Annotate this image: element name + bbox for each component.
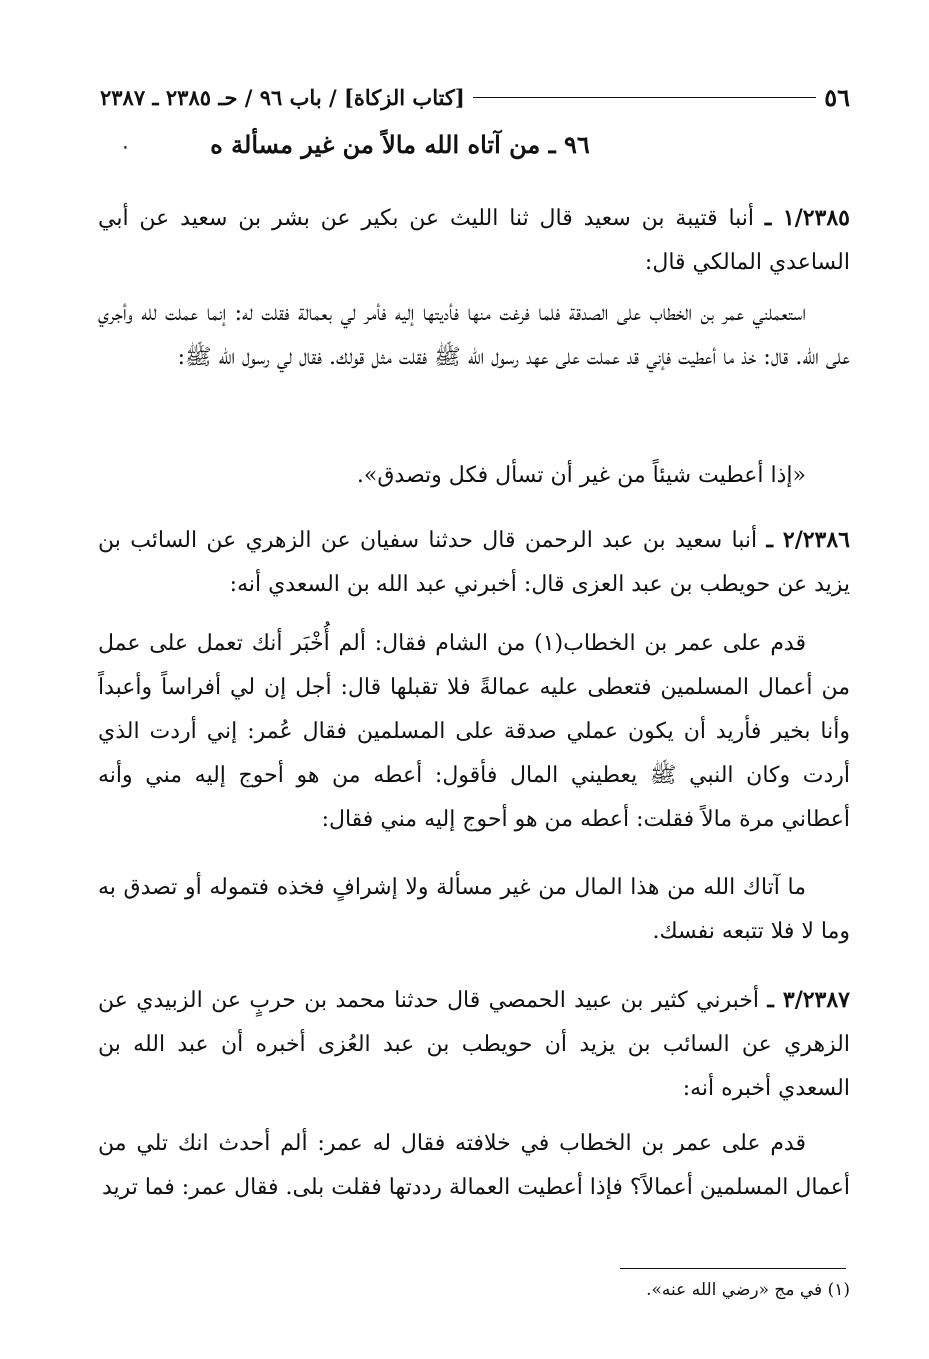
hadith-3-number: ٣/٢٣٨٧ ـ bbox=[767, 987, 850, 1013]
hadith-2-matn: قدم على عمر بن الخطاب(١) من الشام فقال: ألم أُخْبَر أنك تعمل على عمل من أعمال المسلمين فتعطى عليه عمالةً فلا تقبلها قال: أجل إن لي أفراساً وأعبداً وأنا بخير فأريد أن يكون عملي صدقة على المسلمين فقال عُمر: إني أردت الذي أردت وكان النبي ﷺ يعطيني المال فأقول: أعطه من هو أحوج إليه مني وأنه أعطاني مرة مالاً فقلت: أعطه من هو أحوج إليه مني فقال: bbox=[98, 631, 850, 832]
hadith-1-isnad-text: أنبا قتيبة بن سعيد قال ثنا الليث عن بكير عن بشر بن سعيد عن أبي الساعدي المالكي قال: bbox=[98, 206, 850, 275]
hadith-2-isnad bbox=[98, 518, 850, 607]
header-rule bbox=[473, 97, 816, 98]
hadith-2-number: ٢/٢٣٨٦ ـ bbox=[766, 527, 850, 553]
running-header bbox=[100, 80, 850, 114]
footnote: (١) في مج «رضي الله عنه». bbox=[646, 1280, 850, 1300]
hadith-2-isnad-text: أنبا سعيد بن عبد الرحمن قال حدثنا سفيان عن الزهري عن السائب بن يزيد عن حويطب بن عبد العزى قال: أخبرني عبد الله بن السعدي أنه: bbox=[98, 528, 850, 597]
hadith-3-isnad bbox=[98, 978, 850, 1111]
hadith-1-quote: «إذا أعطيت شيئاً من غير أن تسأل فكل وتصدق». bbox=[356, 463, 806, 488]
hadith-1-isnad bbox=[98, 196, 850, 285]
chapter-title: ٩٦ ـ من آتاه الله مالاً من غير مسألة ه bbox=[210, 130, 590, 159]
hadith-3-isnad-text: أخبرني كثير بن عبيد الحمصي قال حدثنا محمد بن حربٍ عن الزبيدي عن الزهري عن السائب بن يزيد أن حويطب بن عبد العُزى أخبره أن عبد الله بن السعدي أخبره أنه: bbox=[98, 988, 850, 1101]
hadith-3-matn: قدم على عمر بن الخطاب في خلافته فقال له عمر: ألم أحدث انك تلي من أعمال المسلمين أعمالاً؟ فإذا أعطيت العمالة رددتها فقلت بلى. فقال عمر: فما تريد bbox=[98, 1131, 850, 1200]
margin-mark: ٠ bbox=[120, 134, 131, 158]
hadith-1-matn: استعملني عمر بن الخطاب على الصدقة فلما فرغت منها فأديتها إليه فأمر لي بعمالة فقلت له: إنما عملت لله وأجري على الله. قال: خذ ما أعطيت فإني قد عملت على عهد رسول الله ﷺ فقلت مثل قولك. فقال لي رسول الله ﷺ: bbox=[98, 301, 850, 370]
hadith-1-number: ١/٢٣٨٥ ـ bbox=[764, 205, 850, 231]
hadith-2-quote: ما آتاك الله من هذا المال من غير مسألة ولا إشرافٍ فخذه فتموله أو تصدق به وما لا فلا تتبعه نفسك. bbox=[98, 875, 850, 944]
footnote-rule bbox=[620, 1268, 846, 1269]
running-title: [كتاب الزكاة] / باب ٩٦ / حـ ٢٣٨٥ ـ ٢٣٨٧ bbox=[100, 84, 465, 110]
page-number: ٥٦ bbox=[824, 82, 850, 112]
